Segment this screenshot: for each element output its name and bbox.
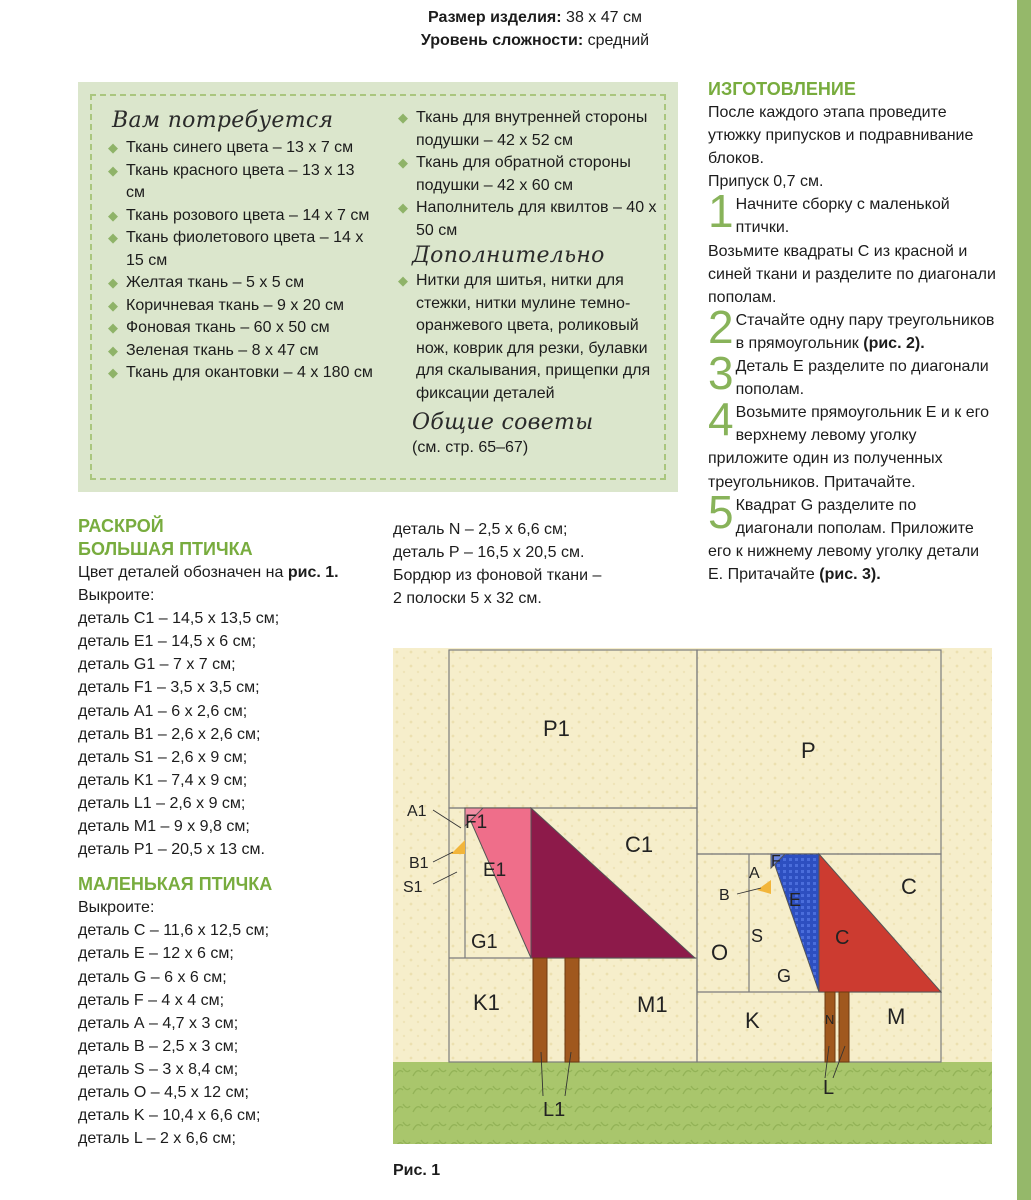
label-a1: A1 [407, 803, 427, 820]
label-p1: P1 [543, 716, 570, 741]
step-2: 2 Стачайте одну пару треугольников в прямоугольник (рис. 2). [708, 300, 995, 353]
diamond-bullet-icon: ◆ [398, 155, 408, 170]
page-edge-bar [1017, 0, 1031, 1200]
diamond-bullet-icon: ◆ [108, 342, 118, 358]
part-line: деталь G1 – 7 х 7 см; [78, 656, 236, 674]
step-number: 2 [708, 300, 734, 353]
cutting-column [78, 515, 378, 1150]
size-line: Размер изделия: 38 х 47 см [428, 9, 642, 26]
part-line: деталь С – 11,6 х 12,5 см; [78, 922, 270, 940]
part-line: 2 полоски 5 х 32 см. [393, 590, 542, 608]
part-line: деталь L – 2 х 6,6 см; [78, 1130, 236, 1148]
requirement-item: ◆ Фоновая ткань – 60 х 50 см [106, 317, 376, 340]
step-1-extra: Возьмите квадраты С из красной и синей ткани и разделите по диагонали пополам. [708, 242, 996, 306]
label-l: L [823, 1077, 835, 1099]
label-f: F [771, 853, 781, 870]
leg-right-small [839, 992, 849, 1062]
part-line: деталь G – 6 х 6 см; [78, 968, 227, 986]
requirement-item: ◆ Ткань для обратной стороны подушки – 42 х 60 см [398, 154, 631, 194]
part-line: деталь А1 – 6 х 2,6 см; [78, 702, 248, 720]
label-b: B [719, 887, 730, 904]
label-s: S [751, 926, 764, 946]
label-e1: E1 [483, 860, 507, 881]
requirement-item: ◆ Ткань фиолетового цвета – 14 х 15 см [108, 229, 364, 269]
diamond-bullet-icon: ◆ [108, 297, 118, 313]
tips-title: Общие советы [412, 410, 594, 435]
tips-note: (см. стр. 65–67) [412, 439, 529, 456]
label-m1: M1 [637, 992, 668, 1017]
label-e: E [789, 890, 802, 910]
cutting-intro: Цвет деталей обозначен на рис. 1. [78, 564, 339, 581]
requirement-item: ◆ Нитки для шитья, нитки для стежки, нитки мулине темно-оранжевого цвета, роликовый нож, коврик для резки, булавки для скалывания, прищепки для фиксации деталей [398, 272, 651, 402]
step-5: 5 Квадрат G разделите по диагонали пополам. Приложите его к нижнему левому уголку детали Е. Притачайте (рис. 3). [708, 485, 980, 583]
small-bird-heading: МАЛЕНЬКАЯ ПТИЧКА [78, 874, 273, 895]
step-3: 3 Деталь Е разделите по диагонали пополам. [708, 347, 989, 400]
cutting-heading: РАСКРОЙ [78, 516, 164, 536]
label-f1: F1 [465, 812, 488, 833]
leg-left-small [825, 992, 835, 1062]
requirement-item: ◆ Наполнитель для квилтов – 40 х 50 см [398, 199, 657, 239]
extra-title: Дополнительно [412, 243, 605, 268]
requirement-item: ◆ Ткань синего цвета – 13 х 7 см [106, 137, 376, 160]
level-line: Уровень сложности: средний [420, 32, 650, 49]
part-line: деталь О – 4,5 х 12 см; [78, 1083, 249, 1101]
making-heading: ИЗГОТОВЛЕНИЕ [708, 79, 856, 99]
part-line: деталь Е – 12 х 6 см; [78, 945, 234, 963]
label-wing-c: C [835, 927, 850, 949]
quilt-block-figure [393, 648, 992, 1144]
leg-right-big [565, 958, 579, 1062]
diamond-bullet-icon: ◆ [108, 207, 118, 223]
step-4: 4 Возьмите прямоугольник Е и к его верхнему левому уголку приложите один из полученных треугольников. Притачайте. [708, 393, 989, 491]
part-line: деталь Е1 – 14,5 х 6 см; [78, 633, 257, 651]
label-n: N [825, 1012, 835, 1027]
figure-caption: Рис. 1 [393, 1162, 441, 1179]
part-line: деталь L1 – 2,6 х 9 см; [78, 794, 246, 812]
diamond-bullet-icon: ◆ [108, 162, 118, 178]
part-line: деталь М1 – 9 х 9,8 см; [78, 818, 250, 836]
step-number: 1 [708, 185, 734, 238]
seam-allowance: Припуск 0,7 см. [708, 173, 824, 191]
step-1: 1 Начните сборку с маленькой птички. [708, 185, 950, 238]
label-m: M [887, 1004, 906, 1029]
step-number: 5 [708, 485, 734, 538]
step-number: 3 [708, 347, 734, 400]
part-line: деталь А – 4,7 х 3 см; [78, 1014, 239, 1032]
requirement-item: ◆ Ткань для окантовки – 4 х 180 см [106, 362, 376, 385]
diamond-bullet-icon: ◆ [398, 110, 408, 125]
part-line: деталь K1 – 7,4 х 9 см; [78, 771, 248, 789]
spacer [78, 861, 378, 873]
requirements-box [78, 82, 678, 492]
diamond-bullet-icon: ◆ [108, 365, 118, 380]
part-line: деталь S1 – 2,6 х 9 см; [78, 748, 248, 766]
requirement-item: ◆ Ткань розового цвета – 14 х 7 см [106, 205, 376, 228]
label-p: P [801, 738, 816, 763]
diamond-bullet-icon: ◆ [108, 275, 118, 290]
part-line: деталь В – 2,5 х 3 см; [78, 1037, 239, 1055]
requirement-item: ◆ Желтая ткань – 5 х 5 см [106, 272, 376, 295]
label-k1: K1 [473, 990, 500, 1015]
requirements-title: Вам потребуется [112, 108, 334, 133]
big-bird-heading: БОЛЬШАЯ ПТИЧКА [78, 539, 253, 559]
requirement-item: ◆ Ткань красного цвета – 13 х 13 см [108, 161, 355, 201]
part-line: деталь С1 – 14,5 х 13,5 см; [78, 610, 280, 628]
requirement-item: ◆ Зеленая ткань – 8 х 47 см [106, 340, 376, 363]
label-l1: L1 [543, 1099, 566, 1121]
label-c: C [901, 874, 917, 899]
cutting-continued [393, 518, 683, 610]
diamond-bullet-icon: ◆ [398, 200, 408, 215]
leg-left-big [533, 958, 547, 1062]
part-line: деталь Р – 16,5 х 20,5 см. [393, 544, 585, 562]
cut-label: Выкроите: [78, 899, 155, 917]
part-line: деталь Р1 – 20,5 х 13 см. [78, 841, 265, 859]
part-line: деталь F – 4 х 4 см; [78, 991, 225, 1009]
cut-label: Выкроите: [78, 587, 155, 605]
label-g: G [777, 966, 792, 986]
requirements-column-1 [106, 107, 376, 385]
diamond-bullet-icon: ◆ [398, 273, 408, 288]
diamond-bullet-icon: ◆ [108, 320, 118, 335]
part-line: деталь S – 3 х 8,4 см; [78, 1060, 239, 1078]
requirement-item: ◆ Ткань для внутренней стороны подушки – 42 х 52 см [398, 109, 648, 149]
label-c1: C1 [625, 832, 654, 857]
grass-border [393, 1062, 992, 1144]
label-s1: S1 [403, 879, 423, 896]
making-intro: После каждого этапа проведите утюжку припусков и подравнивание блоков. [708, 104, 974, 168]
pattern-header [300, 6, 770, 52]
label-o: O [711, 940, 729, 965]
diamond-bullet-icon: ◆ [108, 230, 118, 245]
requirement-item: ◆ Коричневая ткань – 9 х 20 см [106, 295, 376, 318]
label-b1: B1 [409, 855, 429, 872]
step-number: 4 [708, 393, 734, 446]
requirements-column-2 [396, 107, 671, 460]
part-line: деталь K – 10,4 х 6,6 см; [78, 1107, 261, 1125]
diamond-bullet-icon: ◆ [108, 140, 118, 155]
part-line: деталь F1 – 3,5 х 3,5 см; [78, 679, 260, 697]
label-k: K [745, 1008, 760, 1033]
instructions-column [708, 78, 998, 586]
part-line: деталь В1 – 2,6 х 2,6 см; [78, 725, 261, 743]
part-line: деталь N – 2,5 х 6,6 см; [393, 521, 568, 538]
label-g1: G1 [471, 931, 498, 953]
label-a: A [749, 865, 760, 882]
part-line: Бордюр из фоновой ткани – [393, 567, 602, 585]
